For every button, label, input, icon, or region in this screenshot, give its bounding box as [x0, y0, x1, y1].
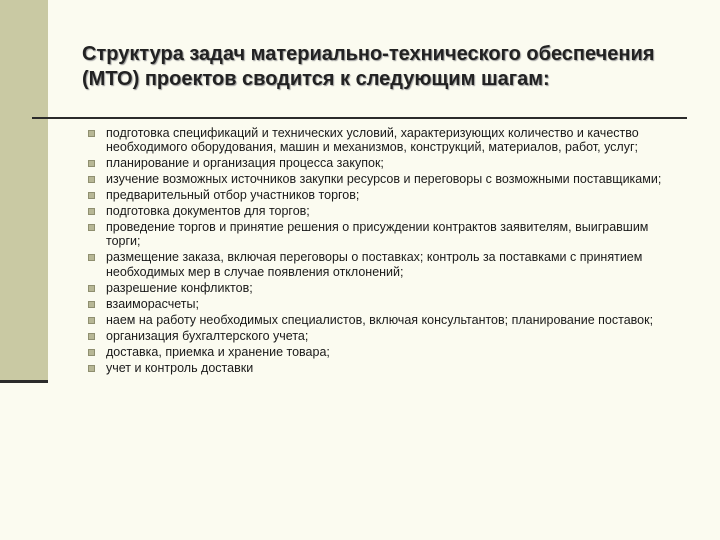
list-item: [88, 220, 678, 248]
list-item: [88, 297, 678, 311]
square-bullet-icon: [88, 317, 95, 324]
list-item-text: разрешение конфликтов;: [106, 280, 253, 295]
bullet-list: [88, 126, 678, 377]
list-item: [88, 126, 678, 154]
list-item-text: подготовка документов для торгов;: [106, 204, 310, 219]
list-item-text: доставка, приемка и хранение товара;: [106, 344, 330, 359]
list-item: [88, 204, 678, 218]
list-item: [88, 329, 678, 343]
list-item: [88, 281, 678, 295]
square-bullet-icon: [88, 349, 95, 356]
list-item-text: предварительный отбор участников торгов;: [106, 188, 360, 203]
square-bullet-icon: [88, 192, 95, 199]
list-item: [88, 172, 678, 186]
list-item-text: учет и контроль доставки: [106, 360, 254, 375]
list-item-text: изучение возможных источников закупки ресурсов и переговоры с возможными поставщиками;: [106, 172, 662, 187]
square-bullet-icon: [88, 176, 95, 183]
list-item: [88, 345, 678, 359]
square-bullet-icon: [88, 254, 95, 261]
list-item: [88, 361, 678, 375]
list-item: [88, 313, 678, 327]
square-bullet-icon: [88, 130, 95, 137]
slide-title-line-1: Структура задач материально-технического обеспечения: [82, 43, 655, 65]
list-item-text: организация бухгалтерского учета;: [106, 328, 309, 343]
list-item: [88, 188, 678, 202]
square-bullet-icon: [88, 224, 95, 231]
title-divider: [32, 117, 687, 119]
square-bullet-icon: [88, 160, 95, 167]
slide-title-line-2: (МТО) проектов сводится к следующим шагам:: [82, 68, 550, 90]
list-item-text: наем на работу необходимых специалистов, включая консультантов; планирование поставок;: [106, 312, 654, 327]
list-item: [88, 156, 678, 170]
square-bullet-icon: [88, 208, 95, 215]
list-item-text: взаиморасчеты;: [106, 296, 199, 311]
list-item-text: подготовка спецификаций и технических условий, характеризующих количество и качество необходимого оборудования, машин и механизмов, конструкций, материалов, работ, услуг;: [106, 126, 639, 155]
list-item: [88, 250, 678, 278]
slide-title: [82, 42, 692, 92]
left-accent-bar: [0, 0, 48, 382]
list-item-text: размещение заказа, включая переговоры о поставках; контроль за поставками с принятием необходимых мер в случае появления отклонений;: [106, 250, 643, 279]
square-bullet-icon: [88, 333, 95, 340]
list-item-text: проведение торгов и принятие решения о присуждении контрактов заявителям, выигравшим торги;: [106, 220, 649, 249]
square-bullet-icon: [88, 301, 95, 308]
square-bullet-icon: [88, 365, 95, 372]
square-bullet-icon: [88, 285, 95, 292]
list-item-text: планирование и организация процесса закупок;: [106, 156, 384, 171]
left-accent-bar-base: [0, 380, 48, 383]
